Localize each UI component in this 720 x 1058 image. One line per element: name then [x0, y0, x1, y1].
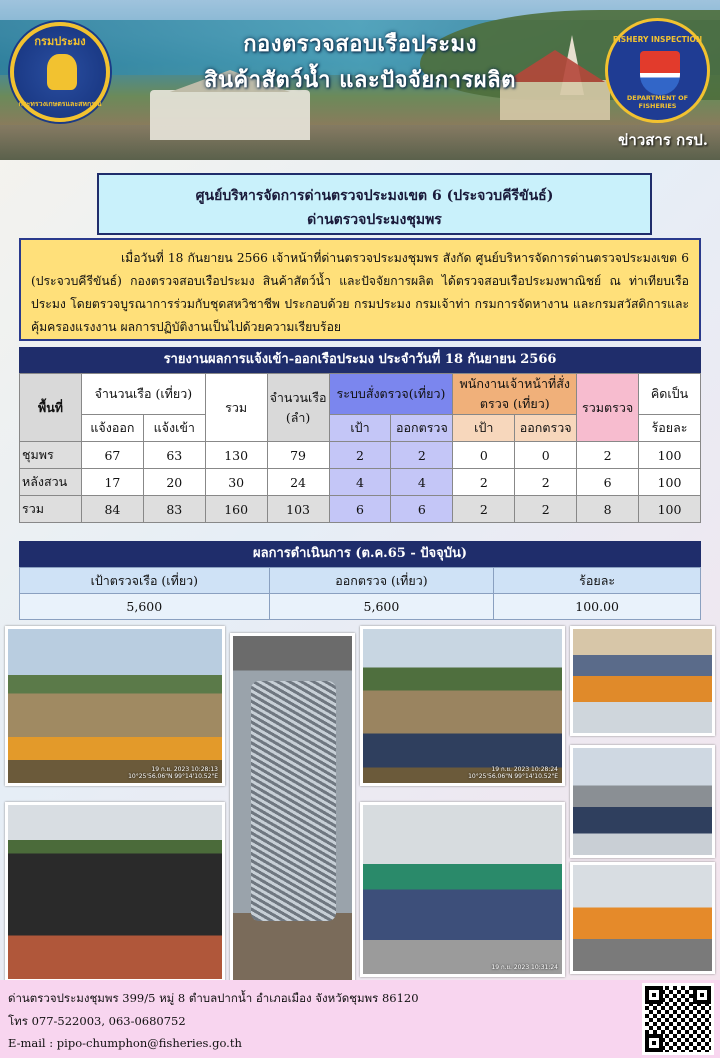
cell-sys-target: 2 [329, 442, 391, 469]
photo-timestamp-date: 19 ก.ย. 2023 10:28:13 [151, 766, 218, 773]
logo-right-bottom-text: DEPARTMENT OF FISHERIES [626, 94, 689, 110]
cell-total-inspected: 2 [577, 442, 639, 469]
results-header-target: เป้าตรวจเรือ (เที่ยว) [20, 568, 270, 594]
cell-sys-inspected: 6 [391, 496, 453, 523]
cell-boats: 103 [267, 496, 329, 523]
results-table [19, 567, 701, 620]
photo-timestamp [468, 766, 558, 780]
results-value-target: 5,600 [20, 594, 270, 620]
logo-left-bottom-text: กระทรวงเกษตรและสหกรณ์ [18, 100, 102, 108]
footer [0, 980, 720, 1058]
photo-fishing-boat-dock [5, 626, 225, 786]
photo-timestamp-coords: 10°25'56.06"N 99°14'10.52"E [468, 773, 558, 780]
photo-boat-hull [360, 626, 565, 786]
cell-arrive: 83 [143, 496, 205, 523]
report-table [19, 373, 701, 523]
cell-arrive: 63 [143, 442, 205, 469]
header-percent-unit: ร้อยละ [639, 415, 701, 442]
intro-paragraph: เมื่อวันที่ 18 กันยายน 2566 เจ้าหน้าที่ด่านตรวจประมงชุมพร สังกัด ศูนย์บริหารจัดการด่านตรวจประมงเขต 6 (ประจวบคีรีขันธ์) กองตรวจสอบเรือประมง สินค้าสัตว์น้ำ และปัจจัยการผลิต ได้ตรวจสอบเรือประมงพาณิชย์ ณ ท่าเทียบเรือประมง โดยตรวจบูรณาการร่วมกับชุดสหวิชาชีพ ประกอบด้วย กรมประมง กรมเจ้าท่า กรมการจัดหางาน และกรมสวัสดิการและคุ้มครองแรงงาน ผลการปฏิบัติงานเป็นไปด้วยความเรียบร้อย [19, 238, 701, 341]
table-row [20, 469, 701, 496]
results-title: ผลการดำเนินการ (ต.ค.65 - ปัจจุบัน) [19, 541, 701, 567]
table-row-total [20, 496, 701, 523]
cell-arrive: 20 [143, 469, 205, 496]
cell-total-inspected: 6 [577, 469, 639, 496]
fish-pile [251, 681, 336, 921]
cell-sys-target: 6 [329, 496, 391, 523]
header-boat-trips: จำนวนเรือ (เที่ยว) [81, 374, 205, 415]
cell-off-inspected: 2 [515, 469, 577, 496]
cell-percent: 100 [639, 496, 701, 523]
qr-code-icon[interactable] [642, 983, 714, 1055]
header-banner [0, 0, 720, 160]
logo-right-top-text: FISHERY INSPECTION [612, 35, 703, 44]
cell-total: 30 [205, 469, 267, 496]
cell-depart: 67 [81, 442, 143, 469]
emblem-icon [47, 54, 77, 90]
cell-boats: 24 [267, 469, 329, 496]
header-officer-inspected: ออกตรวจ [515, 415, 577, 442]
results-header-percent: ร้อยละ [494, 568, 701, 594]
cell-off-target: 2 [453, 496, 515, 523]
footer-address: ด่านตรวจประมงชุมพร 399/5 หมู่ 8 ตำบลปากน้ำ อำเภอเมือง จังหวัดชุมพร 86120 [8, 991, 419, 1005]
cell-area: รวม [20, 496, 82, 523]
news-tag: ข่าวสาร กรป. [618, 131, 708, 149]
banner-road [0, 125, 720, 160]
cell-off-target: 2 [453, 469, 515, 496]
cell-area: ชุมพร [20, 442, 82, 469]
photo-inspection-crew [360, 802, 565, 977]
photo-timestamp [491, 964, 558, 971]
cell-sys-target: 4 [329, 469, 391, 496]
cell-boats: 79 [267, 442, 329, 469]
header-title-line2: สินค้าสัตว์น้ำ และปัจจัยการผลิต [204, 67, 516, 93]
results-header-inspected: ออกตรวจ (เที่ยว) [269, 568, 494, 594]
header-area: พื้นที่ [20, 374, 82, 442]
footer-email[interactable]: E-mail : pipo-chumphon@fisheries.go.th [8, 1036, 242, 1050]
photo-timestamp-date: 19 ก.ย. 2023 10:31:24 [491, 964, 558, 971]
logo-left-top-text: กรมประมง [34, 35, 86, 48]
header-depart: แจ้งออก [81, 415, 143, 442]
cell-percent: 100 [639, 469, 701, 496]
cell-sys-inspected: 4 [391, 469, 453, 496]
center-title-line1: ศูนย์บริหารจัดการด่านตรวจประมงเขต 6 (ประจวบคีรีขันธ์) [195, 188, 554, 204]
header-officer: พนักงานเจ้าหน้าที่สั่งตรวจ (เที่ยว) [453, 374, 577, 415]
cell-total: 130 [205, 442, 267, 469]
photo-officers-table [570, 626, 715, 736]
header-system-target: เป้า [329, 415, 391, 442]
qr-finder-bottom-left [645, 1034, 663, 1052]
photo-timestamp-date: 19 ก.ย. 2023 10:28:24 [491, 766, 558, 773]
photo-group [570, 862, 715, 974]
header-system-inspected: ออกตรวจ [391, 415, 453, 442]
cell-off-inspected: 2 [515, 496, 577, 523]
qr-finder-top-left [645, 986, 663, 1004]
results-value-percent: 100.00 [494, 594, 701, 620]
cell-off-target: 0 [453, 442, 515, 469]
cell-sys-inspected: 2 [391, 442, 453, 469]
center-title-box [97, 173, 652, 235]
header-total: รวม [205, 374, 267, 442]
cell-area: หลังสวน [20, 469, 82, 496]
photo-fish-catch [230, 633, 355, 985]
qr-pattern [645, 986, 711, 1052]
cell-off-inspected: 0 [515, 442, 577, 469]
banner-temple-left [150, 90, 310, 140]
cell-percent: 100 [639, 442, 701, 469]
header-title-line1: กองตรวจสอบเรือประมง [243, 31, 477, 57]
cell-depart: 84 [81, 496, 143, 523]
table-row [20, 442, 701, 469]
results-value-inspected: 5,600 [269, 594, 494, 620]
photo-timestamp [128, 766, 218, 780]
cell-total: 160 [205, 496, 267, 523]
header-system: ระบบสั่งตรวจ(เที่ยว) [329, 374, 453, 415]
header-percent: คิดเป็น [639, 374, 701, 415]
cell-depart: 17 [81, 469, 143, 496]
photo-officer-document [570, 745, 715, 858]
center-title-line2: ด่านตรวจประมงชุมพร [307, 212, 442, 228]
header-officer-target: เป้า [453, 415, 515, 442]
fishery-inspection-logo [605, 18, 710, 123]
photo-timestamp-coords: 10°25'56.06"N 99°14'10.52"E [128, 773, 218, 780]
footer-phone: โทร 077-522003, 063-0680752 [8, 1014, 186, 1028]
header-arrive: แจ้งเข้า [143, 415, 205, 442]
header-boat-count: จำนวนเรือ (ลำ) [267, 374, 329, 442]
department-logo [10, 22, 110, 122]
report-title: รายงานผลการแจ้งเข้า-ออกเรือประมง ประจำวันที่ 18 กันยายน 2566 [19, 347, 701, 373]
photo-fishing-nets [5, 802, 225, 982]
header-total-inspected: รวมตรวจ [577, 374, 639, 442]
cell-total-inspected: 8 [577, 496, 639, 523]
qr-finder-top-right [693, 986, 711, 1004]
shield-icon [640, 51, 680, 95]
